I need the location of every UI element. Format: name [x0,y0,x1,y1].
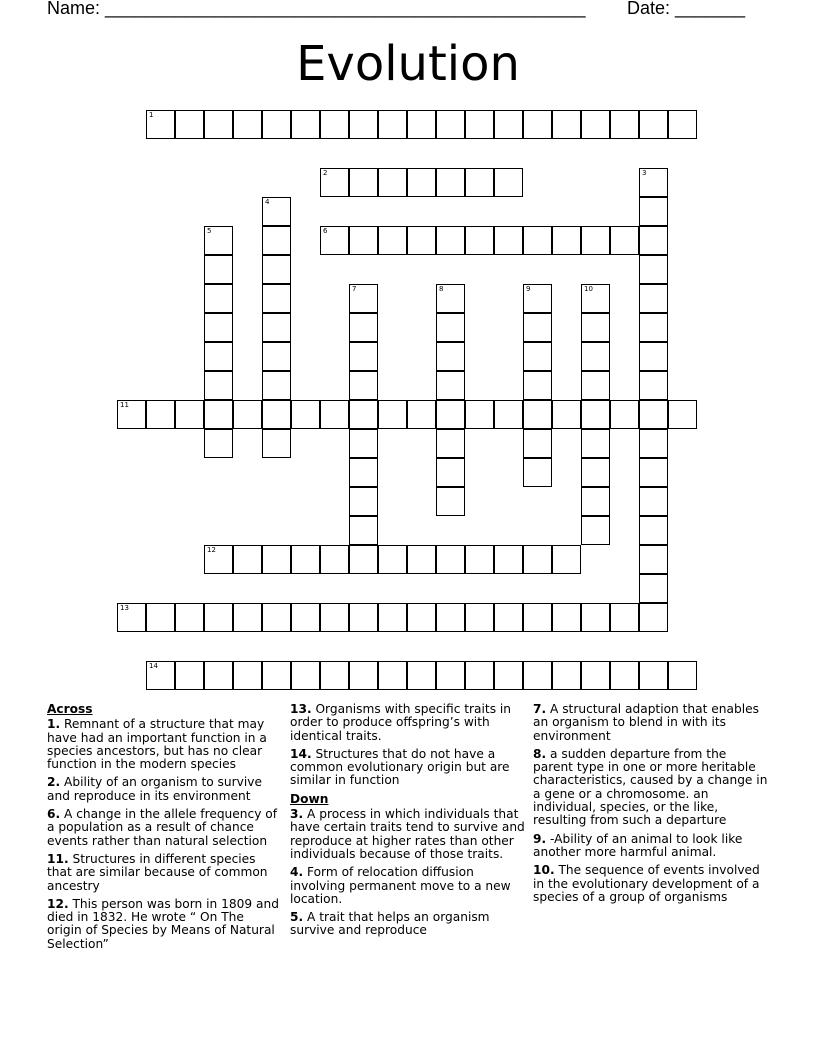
clue-down-9: 9. -Ability of an animal to look like another more harmful animal. [533,831,743,859]
grid-cell[interactable] [668,110,697,139]
grid-cell[interactable] [204,342,233,371]
grid-cell[interactable] [262,342,291,371]
grid-cell[interactable] [378,661,407,690]
grid-cell[interactable] [436,342,465,371]
grid-cell[interactable] [378,168,407,197]
clue-number: 3 [642,169,647,177]
grid-cell[interactable] [523,342,552,371]
clue-across-14: 14. Structures that do not have a common evolutionary origin but are similar in function [290,746,510,788]
grid-cell[interactable] [668,400,697,429]
grid-cell[interactable] [407,110,436,139]
grid-cell[interactable] [552,545,581,574]
grid-cell[interactable] [436,168,465,197]
grid-cell[interactable] [639,603,668,632]
grid-cell[interactable] [436,226,465,255]
grid-cell[interactable] [320,603,349,632]
grid-cell[interactable] [639,342,668,371]
clue-across-12: 12. This person was born in 1809 and died in 1832. He wrote “ On The origin of Species by Means of Natural Selection” [47,896,279,951]
grid-cell[interactable] [117,400,146,429]
grid-cell[interactable] [146,400,175,429]
grid-cell[interactable] [204,284,233,313]
grid-cell[interactable] [581,371,610,400]
clue-across-6: 6. A change in the allele frequency of a population as a result of chance events rather than natural selection [47,807,278,848]
grid-cell[interactable] [204,661,233,690]
across-heading: Across [47,702,93,716]
clue-number: 12 [207,546,216,554]
grid-cell[interactable] [349,487,378,516]
grid-cell[interactable] [175,400,204,429]
grid-cell[interactable] [262,545,291,574]
clue-number: 8 [439,285,444,293]
grid-cell[interactable] [407,226,436,255]
grid-cell[interactable] [349,458,378,487]
grid-cell[interactable] [349,603,378,632]
clue-across-13: 13. Organisms with specific traits in order to produce offspring’s with identical traits. [290,702,512,743]
grid-cell[interactable] [204,226,233,255]
grid-cell[interactable] [407,400,436,429]
grid-cell[interactable] [262,197,291,226]
grid-cell[interactable] [494,110,523,139]
grid-cell[interactable] [262,255,291,284]
grid-cell[interactable] [581,284,610,313]
grid-cell[interactable] [552,400,581,429]
clue-across-1: 1. Remnant of a structure that may have had an important function in a species ancestors, but has no clear function in the modern species [47,717,267,772]
grid-cell[interactable] [465,661,494,690]
grid-cell[interactable] [494,168,523,197]
grid-cell[interactable] [349,342,378,371]
grid-cell[interactable] [581,400,610,429]
down-heading: Down [290,791,329,806]
grid-cell[interactable] [552,226,581,255]
grid-cell[interactable] [291,545,320,574]
grid-cell[interactable] [436,603,465,632]
grid-cell[interactable] [581,487,610,516]
grid-cell[interactable] [523,429,552,458]
grid-cell[interactable] [349,516,378,545]
clue-number: 7 [352,285,357,293]
grid-cell[interactable] [552,603,581,632]
grid-cell[interactable] [436,661,465,690]
grid-cell[interactable] [204,371,233,400]
clue-across-11: 11. Structures in different species that are similar because of common ancestry [47,851,268,893]
grid-cell[interactable] [349,661,378,690]
clue-down-4: 4. Form of relocation diffusion involving permanent move to a new location. [290,865,511,906]
grid-cell[interactable] [291,603,320,632]
grid-cell[interactable] [610,661,639,690]
grid-cell[interactable] [349,110,378,139]
grid-cell[interactable] [320,545,349,574]
grid-cell[interactable] [639,574,668,603]
grid-cell[interactable] [581,661,610,690]
grid-cell[interactable] [610,110,639,139]
grid-cell[interactable] [639,284,668,313]
grid-cell[interactable] [581,313,610,342]
grid-cell[interactable] [436,313,465,342]
grid-cell[interactable] [233,400,262,429]
clue-down-3: 3. A process in which individuals that have certain traits tend to survive and reproduce at higher rates than other individuals because of those traits. [290,807,525,861]
grid-cell[interactable] [204,255,233,284]
clue-number: 6 [323,227,328,235]
grid-cell[interactable] [233,603,262,632]
grid-cell[interactable] [175,603,204,632]
grid-cell[interactable] [291,110,320,139]
grid-cell[interactable] [378,110,407,139]
grid-cell[interactable] [523,545,552,574]
clue-number: 4 [265,198,270,206]
grid-cell[interactable] [465,168,494,197]
grid-cell[interactable] [204,110,233,139]
grid-cell[interactable] [639,429,668,458]
grid-cell[interactable] [523,661,552,690]
grid-cell[interactable] [349,400,378,429]
grid-cell[interactable] [523,603,552,632]
grid-cell[interactable] [378,226,407,255]
clue-across-2: 2. Ability of an organism to survive and reproduce in its environment [47,775,262,803]
grid-cell[interactable] [146,110,175,139]
grid-cell[interactable] [378,603,407,632]
clue-down-5: 5. A trait that helps an organism survive and reproduce [290,910,490,938]
grid-cell[interactable] [320,168,349,197]
grid-cell[interactable] [581,516,610,545]
grid-cell[interactable] [436,400,465,429]
grid-cell[interactable] [175,661,204,690]
grid-cell[interactable] [436,429,465,458]
clue-number: 10 [584,285,593,293]
grid-cell[interactable] [581,458,610,487]
clue-down-8: 8. a sudden departure from the parent type in one or more heritable characteristics, caused by a change in a gene or a chromosome. an individual, species, or the like, resulting from such a departure [533,746,768,828]
clue-number: 13 [120,604,129,612]
grid-cell[interactable] [523,371,552,400]
clue-number: 1 [149,111,154,119]
grid-cell[interactable] [204,603,233,632]
grid-cell[interactable] [204,400,233,429]
grid-cell[interactable] [552,661,581,690]
grid-cell[interactable] [262,110,291,139]
grid-cell[interactable] [668,661,697,690]
grid-cell[interactable] [639,487,668,516]
grid-cell[interactable] [610,400,639,429]
grid-cell[interactable] [639,255,668,284]
grid-cell[interactable] [204,545,233,574]
grid-cell[interactable] [581,226,610,255]
grid-cell[interactable] [320,110,349,139]
clue-column-3 [533,703,769,909]
name-field-label[interactable]: Name: ________________________________________________ [47,0,586,18]
grid-cell[interactable] [233,110,262,139]
grid-cell[interactable] [639,545,668,574]
clue-number: 14 [149,662,158,670]
grid-cell[interactable] [146,603,175,632]
grid-cell[interactable] [349,226,378,255]
clue-column-2 [290,703,526,943]
clue-number: 9 [526,285,531,293]
grid-cell[interactable] [262,661,291,690]
grid-cell[interactable] [436,284,465,313]
grid-cell[interactable] [262,226,291,255]
grid-cell[interactable] [639,371,668,400]
grid-cell[interactable] [465,400,494,429]
grid-cell[interactable] [291,661,320,690]
grid-cell[interactable] [407,661,436,690]
grid-cell[interactable] [407,603,436,632]
grid-cell[interactable] [204,313,233,342]
grid-cell[interactable] [581,429,610,458]
grid-cell[interactable] [262,400,291,429]
grid-cell[interactable] [407,168,436,197]
clue-number: 5 [207,227,212,235]
grid-cell[interactable] [639,197,668,226]
grid-cell[interactable] [407,545,436,574]
clue-column-1 [47,703,282,956]
clue-down-7: 7. A structural adaption that enables an organism to blend in with its environment [533,702,759,743]
grid-cell[interactable] [146,661,175,690]
grid-cell[interactable] [639,661,668,690]
grid-cell[interactable] [523,458,552,487]
grid-cell[interactable] [494,400,523,429]
grid-cell[interactable] [639,110,668,139]
grid-cell[interactable] [523,284,552,313]
grid-cell[interactable] [465,603,494,632]
grid-cell[interactable] [233,661,262,690]
grid-cell[interactable] [494,545,523,574]
grid-cell[interactable] [436,110,465,139]
grid-cell[interactable] [233,545,262,574]
grid-cell[interactable] [610,226,639,255]
clue-number: 11 [120,401,129,409]
grid-cell[interactable] [175,110,204,139]
grid-cell[interactable] [581,603,610,632]
grid-cell[interactable] [320,226,349,255]
grid-cell[interactable] [494,226,523,255]
grid-cell[interactable] [639,313,668,342]
clue-number: 2 [323,169,328,177]
grid-cell[interactable] [436,545,465,574]
grid-cell[interactable] [262,429,291,458]
grid-cell[interactable] [639,168,668,197]
grid-cell[interactable] [291,400,320,429]
grid-cell[interactable] [436,487,465,516]
grid-cell[interactable] [349,284,378,313]
grid-cell[interactable] [552,110,581,139]
grid-cell[interactable] [320,661,349,690]
grid-cell[interactable] [204,429,233,458]
grid-cell[interactable] [465,110,494,139]
grid-cell[interactable] [494,661,523,690]
grid-cell[interactable] [523,110,552,139]
grid-cell[interactable] [378,545,407,574]
grid-cell[interactable] [639,400,668,429]
grid-cell[interactable] [349,313,378,342]
grid-cell[interactable] [378,400,407,429]
grid-cell[interactable] [639,516,668,545]
grid-cell[interactable] [523,226,552,255]
grid-cell[interactable] [117,603,146,632]
grid-cell[interactable] [262,371,291,400]
grid-cell[interactable] [262,603,291,632]
grid-cell[interactable] [523,313,552,342]
grid-cell[interactable] [436,458,465,487]
grid-cell[interactable] [349,168,378,197]
grid-cell[interactable] [581,342,610,371]
clue-down-10: 10. The sequence of events involved in the evolutionary development of a species of a group of organisms [533,863,760,904]
date-field-label[interactable]: Date: _______ [627,0,746,18]
grid-cell[interactable] [523,400,552,429]
grid-cell[interactable] [610,603,639,632]
grid-cell[interactable] [465,226,494,255]
grid-cell[interactable] [349,429,378,458]
grid-cell[interactable] [349,545,378,574]
grid-cell[interactable] [349,371,378,400]
grid-cell[interactable] [639,458,668,487]
grid-cell[interactable] [639,226,668,255]
grid-cell[interactable] [262,284,291,313]
grid-cell[interactable] [262,313,291,342]
grid-cell[interactable] [436,371,465,400]
grid-cell[interactable] [320,400,349,429]
page-title: Evolution [296,36,520,92]
grid-cell[interactable] [581,110,610,139]
grid-cell[interactable] [494,603,523,632]
grid-cell[interactable] [465,545,494,574]
